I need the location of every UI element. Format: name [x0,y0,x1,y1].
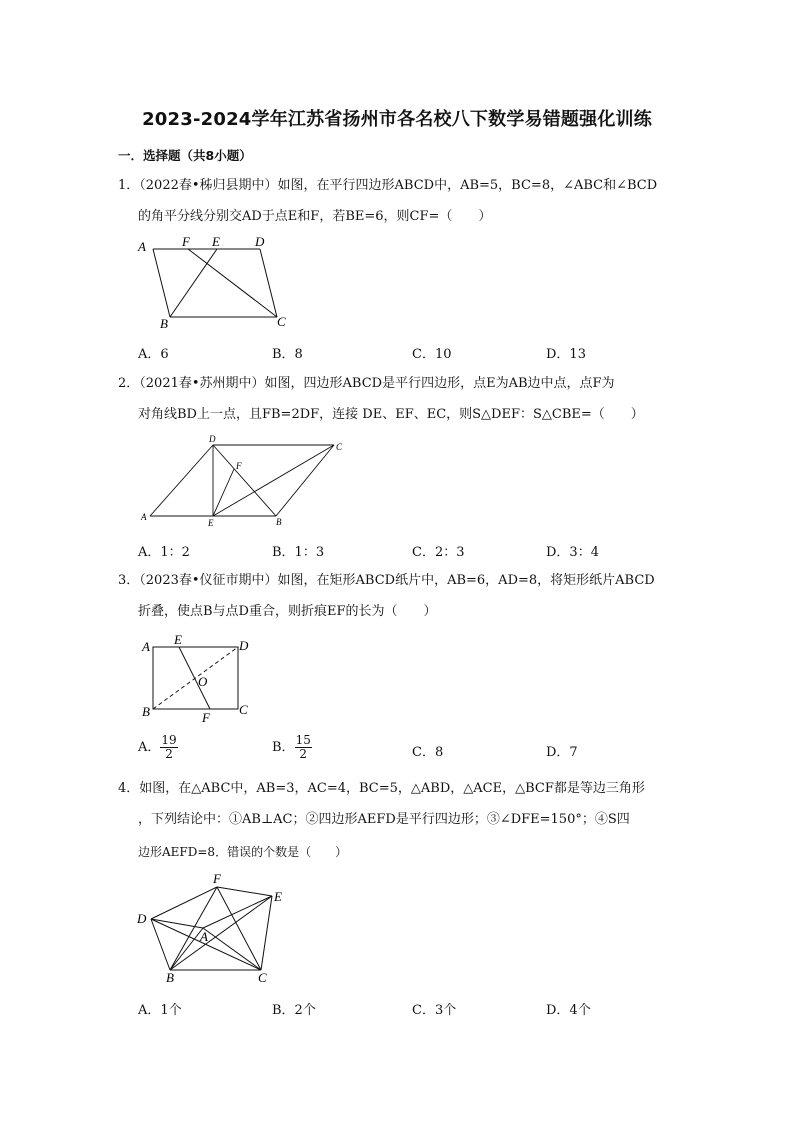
q3-option-c[interactable]: C．8 [412,745,444,760]
q2-label-c: C [336,442,343,452]
q1-figure [130,232,300,332]
q2-line1: 2．（2021春•苏州期中）如图，四边形ABCD是平行四边形，点E为AB边中点，点F为 [118,376,615,391]
section-heading: 一．选择题（共8小题） [118,148,252,163]
q2-label-b: B [276,517,282,527]
q2-label-f: F [236,461,242,471]
q2-segment-ef [213,469,234,516]
q1-label-d: D [255,234,265,249]
q1-label-a: A [138,239,146,254]
q3-option-b-numerator: 15 [295,733,311,747]
q4-side-fc [217,887,261,970]
q3-label-b: B [142,704,150,719]
q4-segment-be [170,896,272,970]
q3-option-a-numerator: 19 [161,733,177,747]
q1-label-f: F [182,234,190,249]
q4-line3: 边形AEFD=8．错误的个数是（ ） [138,845,348,859]
q1-line2: 的角平分线分别交AD于点E和F，若BE=6，则CF=（ ） [138,209,492,224]
q2-diagonal-bd [213,445,276,516]
q4-label-c: C [258,970,267,985]
q3-option-b[interactable] [272,734,312,761]
q2-figure [138,432,358,532]
page-title: 2023-2024学年江苏省扬州市各名校八下数学易错题强化训练 [142,109,652,130]
q3-option-b-fraction [295,734,312,761]
q4-line2: ，下列结论中：①AB⊥AC；②四边形AEFD是平行四边形；③∠DFE=150°；④S四 [138,812,630,827]
q2-side-ad [150,445,213,516]
q1-line1: 1．（2022春•秭归县期中）如图，在平行四边形ABCD中，AB=5，BC=8，∠ABC和∠BCD [118,178,658,193]
q2-segment-ec [213,445,334,516]
q1-option-b[interactable]: B．8 [272,347,303,362]
q1-option-a[interactable]: A．6 [138,347,169,362]
q4-side-ac [203,928,261,970]
q3-label-e: E [174,632,182,647]
q4-side-fe [217,887,272,896]
q4-label-d: D [137,911,147,926]
q4-option-b[interactable]: B．2个 [272,1003,316,1018]
q3-label-d: D [239,638,249,653]
q3-figure [136,630,266,725]
q4-option-a[interactable]: A．1个 [138,1003,182,1018]
q1-side-dc [260,249,277,317]
q2-label-a: A [141,512,147,522]
q4-side-ba [170,928,203,970]
q2-line2: 对角线BD上一点，且FB=2DF，连接 DE、EF、EC，则S△DEF：S△CBE=（ ） [138,407,644,422]
q3-diagonal-bd [153,647,238,709]
q4-line1: 4．如图，在△ABC中，AB=3，AC=4，BC=5，△ABD，△ACE，△BCF都是等边三角形 [118,781,645,796]
q3-option-a[interactable] [138,734,178,761]
q4-label-e: E [274,889,282,904]
q4-label-b: B [166,970,174,985]
q1-label-c: C [277,314,286,329]
q4-option-d[interactable]: D．4个 [546,1003,591,1018]
q3-option-a-prefix: A． [138,740,161,755]
q4-side-ec [261,896,272,970]
q3-label-o: O [198,674,208,689]
q3-option-b-denominator: 2 [299,747,308,761]
q2-option-d[interactable]: D．3：4 [546,545,599,560]
q1-label-b: B [160,316,168,331]
q4-side-df [151,887,217,919]
q4-side-da [151,919,203,928]
q2-option-b[interactable]: B．1：3 [272,545,325,560]
q1-bisector-be [170,249,217,317]
q4-side-bf [170,887,217,970]
q3-label-c: C [239,702,248,717]
q4-label-f: F [213,871,221,886]
q2-label-e: E [208,518,214,528]
q3-line1: 3．（2023春•仪征市期中）如图，在矩形ABCD纸片中，AB=6，AD=8，将矩形纸片ABCD [118,573,655,588]
q1-option-c[interactable]: C．10 [412,347,452,362]
q2-side-cb [276,445,334,516]
q3-option-a-fraction [160,734,177,761]
q4-option-c[interactable]: C．3个 [412,1003,457,1018]
q1-label-e: E [212,234,220,249]
q3-option-a-denominator: 2 [165,747,173,761]
q2-label-d: D [209,434,216,444]
q2-option-c[interactable]: C．2：3 [412,545,465,560]
q3-label-f: F [202,710,210,725]
q3-option-b-prefix: B． [272,740,295,755]
q4-figure [130,868,300,988]
q4-label-a: A [200,929,208,944]
q3-option-d[interactable]: D．7 [546,745,578,760]
q2-option-a[interactable]: A．1：2 [138,545,190,560]
q1-side-ba [153,249,170,317]
q1-bisector-cf [188,249,277,317]
q4-side-ae [203,896,272,928]
q3-label-a: A [142,639,150,654]
q3-line2: 折叠，使点B与点D重合，则折痕EF的长为（ ） [138,604,437,619]
q1-option-d[interactable]: D．13 [546,347,586,362]
